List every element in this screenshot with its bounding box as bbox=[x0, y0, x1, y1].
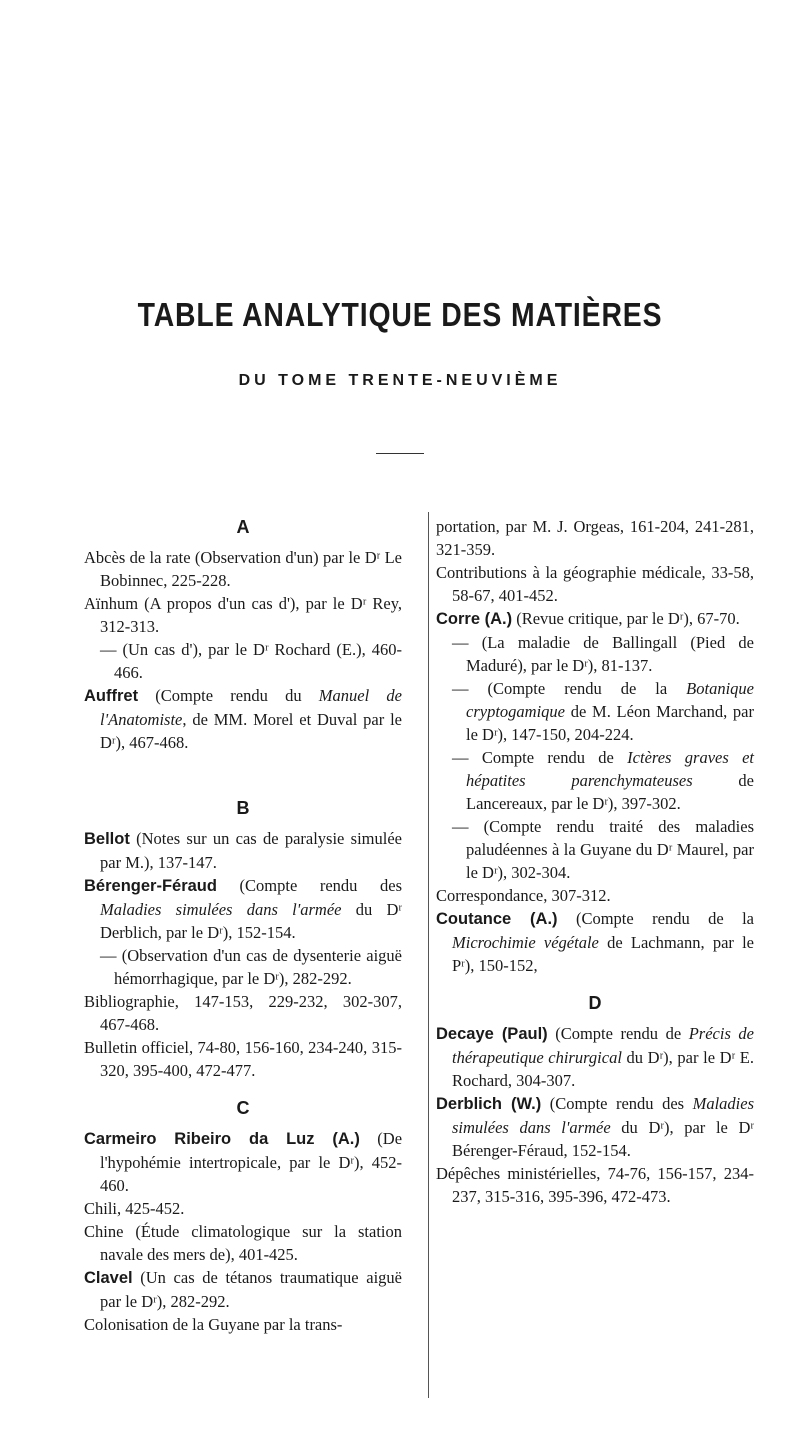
index-subentry: — Compte rendu de Ictères graves et hépatites parenchymateuses de Lancereaux, par le Dʳ), 397-302. bbox=[452, 748, 755, 813]
index-entry: Decaye (Paul) (Compte rendu de Précis de thérapeutique chirurgical du Dʳ), par le Dʳ E. Rochard, 304-307. bbox=[436, 1024, 754, 1090]
index-entry: Colonisation de la Guyane par la trans- bbox=[84, 1315, 343, 1334]
index-entry: Auffret (Compte rendu du Manuel de l'Anatomiste, de MM. Morel et Duval par le Dʳ), 467-468. bbox=[84, 686, 402, 752]
index-subentry: — (La maladie de Ballingall (Pied de Maduré), par le Dʳ), 81-137. bbox=[452, 633, 754, 675]
index-entry: Abcès de la rate (Observation d'un) par le Dʳ Le Bobinnec, 225-228. bbox=[84, 548, 402, 590]
page-title: TABLE ANALYTIQUE DES MATIÈRES bbox=[137, 296, 663, 333]
index-entry: Chine (Étude climatologique sur la station navale des mers de), 401-425. bbox=[84, 1222, 402, 1264]
column-divider bbox=[428, 512, 429, 1398]
page-subtitle: DU TOME TRENTE-NEUVIÈME bbox=[238, 372, 562, 389]
left-column bbox=[84, 515, 402, 1336]
entry-heading: Derblich bbox=[436, 1095, 503, 1113]
section-letter-c: C bbox=[236, 1098, 250, 1118]
index-entry: Clavel (Un cas de tétanos traumatique aiguë par le Dʳ), 282-292. bbox=[84, 1268, 402, 1311]
entry-heading: Decaye bbox=[436, 1025, 494, 1043]
index-entry: Derblich (W.) (Compte rendu des Maladies simulées dans l'armée du Dʳ), par le Dʳ Bérenger-Féraud, 152-154. bbox=[436, 1094, 755, 1160]
index-entry: Aïnhum (A propos d'un cas d'), par le Dʳ Rey, 312-313. bbox=[84, 594, 402, 636]
index-entry: Coutance (A.) (Compte rendu de la Microchimie végétale de Lachmann, par le Pʳ), 150-152, bbox=[436, 909, 755, 975]
index-entry: Dépêches ministérielles, 74-76, 156-157, 234-237, 315-316, 395-396, 472-473. bbox=[436, 1164, 754, 1206]
section-letter-a: A bbox=[236, 517, 250, 537]
entry-heading: Coutance bbox=[436, 910, 512, 928]
title-divider bbox=[376, 453, 424, 454]
section-letter-b: B bbox=[236, 798, 250, 818]
entry-heading: Bellot bbox=[84, 830, 130, 848]
section-letter-d: D bbox=[588, 993, 602, 1013]
index-entry: Carmeiro Ribeiro da Luz (A.) (De l'hypohémie intertropicale, par le Dʳ), 452-460. bbox=[84, 1129, 403, 1195]
entry-heading: Clavel bbox=[84, 1269, 133, 1287]
index-entry: Contributions à la géographie médicale, 33-58, 58-67, 401-452. bbox=[436, 563, 754, 605]
entry-heading: Corre bbox=[436, 610, 481, 628]
entry-heading: Auffret bbox=[84, 687, 139, 705]
index-entry: Bulletin officiel, 74-80, 156-160, 234-240, 315-320, 395-400, 472-477. bbox=[84, 1038, 402, 1080]
index-subentry: — (Observation d'un cas de dysenterie aiguë hémorrhagique, par le Dʳ), 282-292. bbox=[100, 946, 402, 988]
index-entry: Corre (A.) (Revue critique, par le Dʳ), 67-70. bbox=[436, 609, 740, 628]
index-subentry: — (Compte rendu de la Botanique cryptogamique de M. Léon Marchand, par le Dʳ), 147-150, 204-224. bbox=[452, 679, 754, 744]
index-entry: Bellot (Notes sur un cas de paralysie simulée par M.), 137-147. bbox=[84, 829, 402, 872]
entry-heading: Bérenger-Féraud bbox=[84, 877, 217, 895]
index-entry: Bibliographie, 147-153, 229-232, 302-307, 467-468. bbox=[84, 992, 402, 1034]
index-entry: Correspondance, 307-312. bbox=[436, 886, 611, 905]
index-entry: Bérenger-Féraud (Compte rendu des Maladies simulées dans l'armée du Dʳ Derblich, par le Dʳ), 152-154. bbox=[84, 876, 402, 942]
index-subentry: — (Compte rendu traité des maladies paludéennes à la Guyane du Dʳ Maurel, par le Dʳ), 302-304. bbox=[452, 817, 754, 882]
entry-heading: Carmeiro Ribeiro da Luz bbox=[84, 1130, 315, 1148]
index-entry-continued: portation, par M. J. Orgeas, 161-204, 241-281, 321-359. bbox=[436, 517, 754, 559]
index-entry: Chili, 425-452. bbox=[84, 1199, 185, 1218]
right-column bbox=[436, 515, 754, 1208]
index-subentry: — (Un cas d'), par le Dʳ Rochard (E.), 460-466. bbox=[100, 640, 402, 682]
